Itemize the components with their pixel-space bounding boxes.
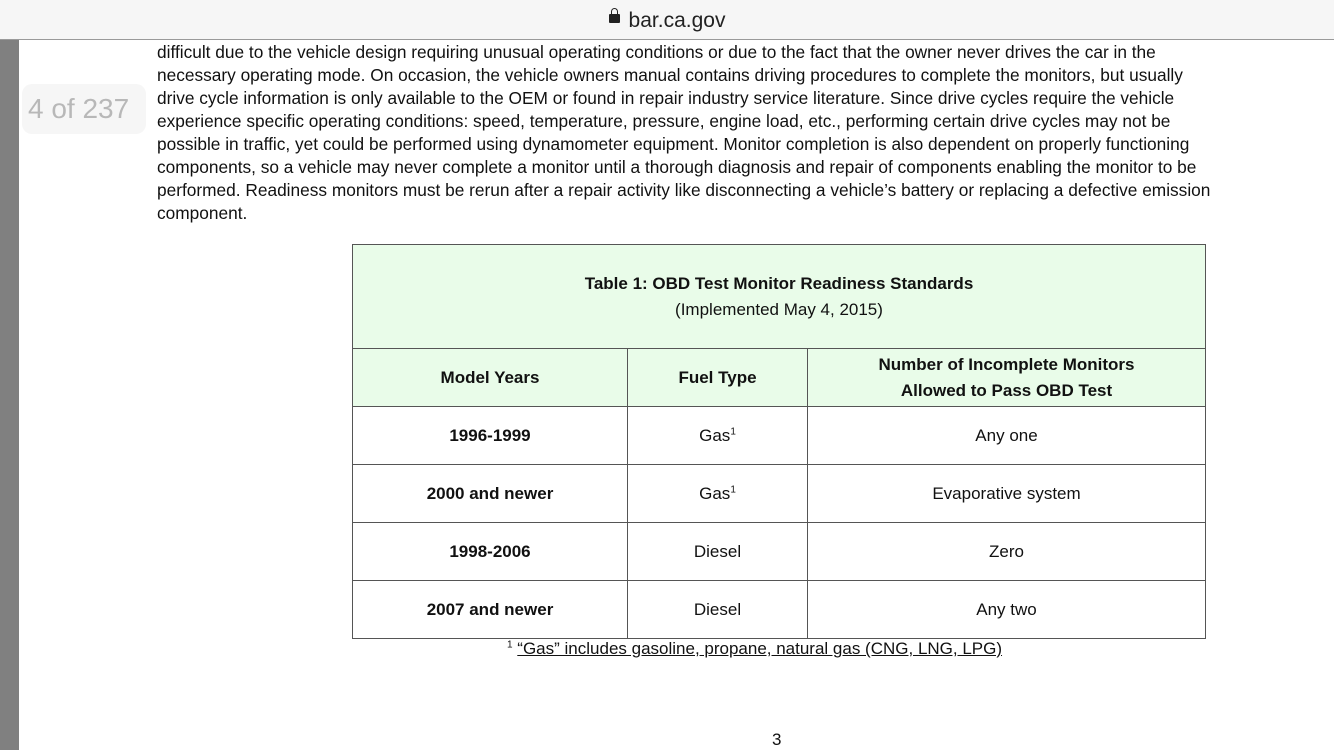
cell-allowed: Evaporative system bbox=[808, 465, 1206, 523]
header-line: Number of Incomplete Monitors bbox=[878, 354, 1135, 374]
paragraph-line: experience specific operating conditions: speed, temperature, pressure, engine load, etc., performing certain drive cycles may not be bbox=[157, 111, 1171, 131]
paragraph-line: difficult due to the vehicle design requiring unusual operating conditions or due to the fact that the owner never drives the car in the bbox=[157, 42, 1156, 62]
readiness-table bbox=[352, 244, 1206, 639]
paragraph-line: component. bbox=[157, 203, 248, 223]
table-row bbox=[353, 581, 1206, 639]
table-footnote bbox=[507, 639, 1002, 659]
cell-allowed: Any two bbox=[808, 581, 1206, 639]
cell-years: 2000 and newer bbox=[353, 465, 628, 523]
lock-icon bbox=[609, 14, 620, 23]
url-text[interactable]: bar.ca.gov bbox=[628, 8, 726, 32]
table-caption bbox=[353, 245, 1206, 349]
table-row bbox=[353, 465, 1206, 523]
table-title: Table 1: OBD Test Monitor Readiness Standards bbox=[584, 273, 974, 293]
footnote-ref: 1 bbox=[730, 483, 736, 495]
footnote-ref: 1 bbox=[730, 425, 736, 437]
footnote-text: “Gas” includes gasoline, propane, natural gas (CNG, LNG, LPG) bbox=[517, 639, 1003, 658]
header-model-years: Model Years bbox=[353, 349, 628, 407]
table-row bbox=[353, 523, 1206, 581]
table-subtitle: (Implemented May 4, 2015) bbox=[675, 299, 883, 319]
header-line: Allowed to Pass OBD Test bbox=[900, 380, 1113, 400]
paragraph-line: possible in traffic, yet could be performed using dynamometer equipment. Monitor completion is also dependent on properly functioning bbox=[157, 134, 1190, 154]
table-row bbox=[353, 407, 1206, 465]
browser-address-bar[interactable] bbox=[0, 0, 1334, 40]
paragraph-line: necessary operating mode. On occasion, the vehicle owners manual contains driving procedures to complete the monitors, but usually bbox=[157, 65, 1183, 85]
paragraph-line: drive cycle information is only available to the OEM or found in repair industry service literature. Since drive cycles require the vehicle bbox=[157, 88, 1175, 108]
cell-allowed: Zero bbox=[808, 523, 1206, 581]
cell-fuel bbox=[628, 465, 808, 523]
cell-fuel: Diesel bbox=[628, 581, 808, 639]
fuel-text: Gas bbox=[699, 483, 731, 503]
cell-allowed: Any one bbox=[808, 407, 1206, 465]
cell-years: 1998-2006 bbox=[353, 523, 628, 581]
left-gutter bbox=[0, 39, 19, 750]
cell-fuel: Diesel bbox=[628, 523, 808, 581]
fuel-text: Gas bbox=[699, 425, 731, 445]
cell-years: 1996-1999 bbox=[353, 407, 628, 465]
cell-fuel bbox=[628, 407, 808, 465]
body-paragraph bbox=[157, 41, 1334, 225]
cell-years: 2007 and newer bbox=[353, 581, 628, 639]
header-fuel-type: Fuel Type bbox=[628, 349, 808, 407]
paragraph-line: performed. Readiness monitors must be rerun after a repair activity like disconnecting a vehicle’s battery or replacing a defective emission bbox=[157, 180, 1211, 200]
page-number: 3 bbox=[772, 730, 782, 749]
footnote-mark: 1 bbox=[507, 639, 513, 651]
header-incomplete-monitors bbox=[808, 349, 1206, 407]
page-counter: 4 of 237 bbox=[22, 84, 146, 134]
paragraph-line: components, so a vehicle may never complete a monitor until a thorough diagnosis and repair of components enabling the monitor to be bbox=[157, 157, 1197, 177]
